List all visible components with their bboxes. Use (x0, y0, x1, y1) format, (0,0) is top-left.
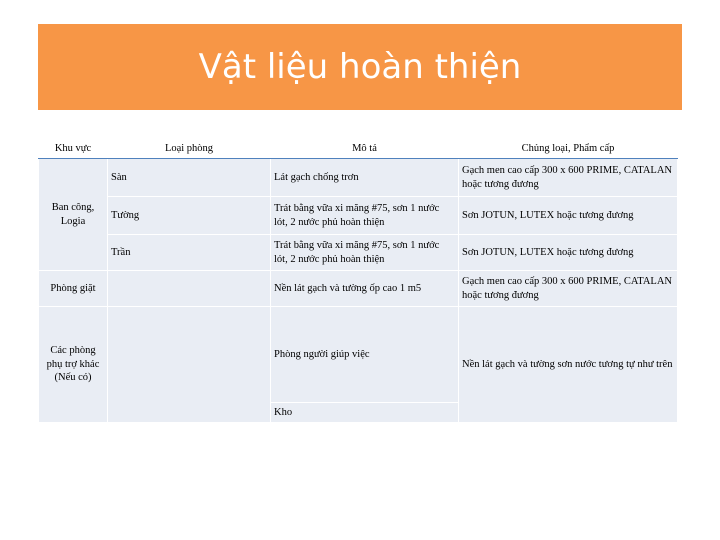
grade-cell: Gạch men cao cấp 300 x 600 PRIME, CATALAN hoặc tương đương (459, 271, 678, 307)
grade-cell: Gạch men cao cấp 300 x 600 PRIME, CATALAN hoặc tương đương (459, 159, 678, 197)
slide-title: Vật liệu hoàn thiện (198, 47, 522, 87)
header-zone: Khu vực (39, 139, 108, 159)
table-row (39, 197, 678, 235)
title-band (38, 24, 682, 110)
description-cell: Phòng người giúp việc (271, 307, 459, 403)
room-cell: Trần (108, 235, 271, 271)
grade-cell: Sơn JOTUN, LUTEX hoặc tương đương (459, 235, 678, 271)
description-cell: Trát bằng vữa xi măng #75, sơn 1 nước lót, 2 nước phủ hoàn thiện (271, 235, 459, 271)
materials-table (38, 139, 678, 423)
description-cell: Lát gạch chống trơn (271, 159, 459, 197)
description-cell: Nền lát gạch và tường ốp cao 1 m5 (271, 271, 459, 307)
room-cell: Sàn (108, 159, 271, 197)
zone-laundry: Phòng giặt (39, 271, 108, 307)
description-cell: Kho (271, 403, 459, 423)
room-cell: Tường (108, 197, 271, 235)
header-description: Mô tả (271, 139, 459, 159)
description-cell: Trát bằng vữa xi măng #75, sơn 1 nước lót, 2 nước phủ hoàn thiện (271, 197, 459, 235)
room-cell (108, 307, 271, 423)
grade-cell: Nền lát gạch và tường sơn nước tương tự như trên (459, 307, 678, 423)
room-cell (108, 271, 271, 307)
header-grade: Chủng loại, Phẩm cấp (459, 139, 678, 159)
table-row (39, 159, 678, 197)
table-header-row (39, 139, 678, 159)
table-row (39, 271, 678, 307)
header-room-type: Loại phòng (108, 139, 271, 159)
zone-other: Các phòng phụ trợ khác (Nếu có) (39, 307, 108, 423)
grade-cell: Sơn JOTUN, LUTEX hoặc tương đương (459, 197, 678, 235)
table-row (39, 307, 678, 403)
table-row (39, 235, 678, 271)
zone-balcony: Ban công, Logia (39, 159, 108, 271)
